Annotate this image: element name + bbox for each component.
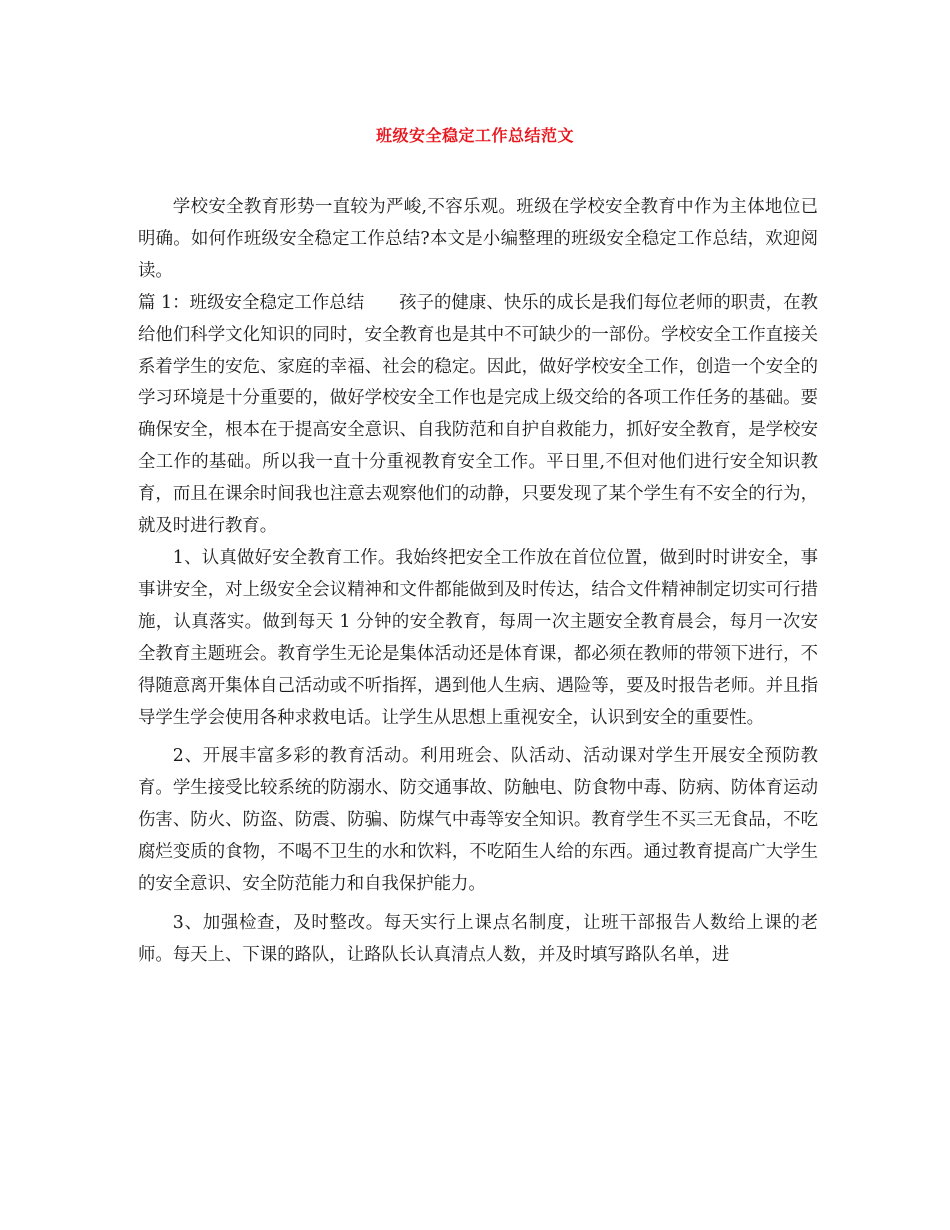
- item-3-paragraph: 3、加强检查，及时整改。每天实行上课点名制度，让班干部报告人数给上课的老师。每天上、下课的路队，让路队长认真清点人数，并及时填写路队名单，进: [138, 912, 818, 965]
- document-body: [138, 192, 818, 972]
- intro-paragraph: 学校安全教育形势一直较为严峻,不容乐观。班级在学校安全教育中作为主体地位已明确。如何作班级安全稳定工作总结?本文是小编整理的班级安全稳定工作总结，欢迎阅读。: [138, 197, 818, 281]
- item-1-paragraph: 1、认真做好安全教育工作。我始终把安全工作放在首位位置，做到时时讲安全，事事讲安全，对上级安全会议精神和文件都能做到及时传达，结合文件精神制定切实可行措施，认真落实。做到每天 1 分钟的安全教育，每周一次主题安全教育晨会，每月一次安全教育主题班会。教育学生无论是集体活动还是体育课，都必须在教师的带领下进行，不得随意离开集体自己活动或不听指挥，遇到他人生病、遇险等，要及时报告老师。并且指导学生学会使用各种求救电话。让学生从思想上重视安全，认识到安全的重要性。: [138, 547, 818, 728]
- item-2-paragraph: 2、开展丰富多彩的教育活动。利用班会、队活动、活动课对学生开展安全预防教育。学生接受比较系统的防溺水、防交通事故、防触电、防食物中毒、防病、防体育运动伤害、防火、防盗、防震、防骗、防煤气中毒等安全知识。教育学生不买三无食品，不吃腐烂变质的食物，不喝不卫生的水和饮料，不吃陌生人给的东西。通过教育提高广大学生的安全意识、安全防范能力和自我保护能力。: [138, 746, 818, 895]
- document-title: 班级安全稳定工作总结范文: [375, 126, 574, 145]
- section-1-paragraph: 篇 1：班级安全稳定工作总结 孩子的健康、快乐的成长是我们每位老师的职责，在教给他们科学文化知识的同时，安全教育也是其中不可缺少的一部份。学校安全工作直接关系着学生的安危、家庭的幸福、社会的稳定。因此，做好学校安全工作，创造一个安全的学习环境是十分重要的，做好学校安全工作也是完成上级交给的各项工作任务的基础。要确保安全，根本在于提高安全意识、自我防范和自护自救能力，抓好安全教育，是学校安全工作的基础。所以我一直十分重视教育安全工作。平日里,不但对他们进行安全知识教育，而且在课余时间我也注意去观察他们的动静，只要发现了某个学生有不安全的行为，就及时进行教育。: [138, 292, 818, 537]
